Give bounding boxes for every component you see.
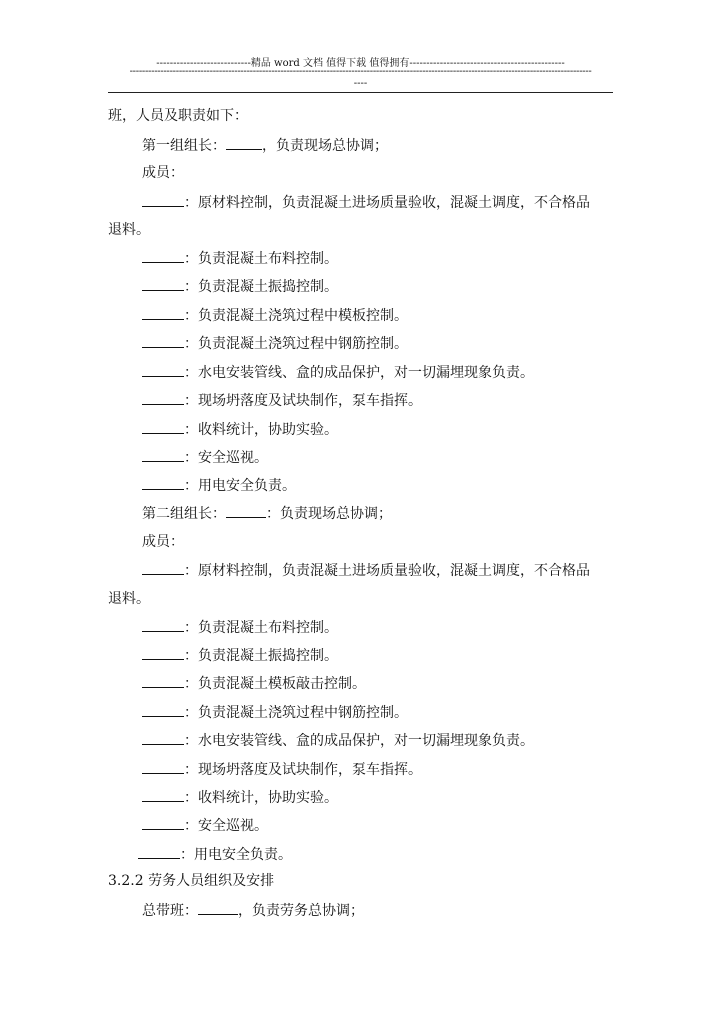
group1-leader-label: 第一组组长：: [142, 138, 226, 154]
blank-field: [142, 618, 184, 632]
duty-text: ：用电安全负责。: [180, 847, 292, 863]
general-foreman-line: [142, 901, 364, 920]
blank-field: [142, 448, 184, 462]
group1-duty: [142, 420, 338, 439]
group2-duty: [142, 561, 590, 580]
group2-duty: [142, 788, 338, 807]
group2-duty: [142, 760, 422, 779]
intro-line: 班，人员及职责如下：: [108, 108, 248, 124]
blank-field: [226, 504, 266, 518]
blank-field: [142, 420, 184, 434]
duty-text: ：安全巡视。: [184, 818, 268, 834]
header-dash-line: ------------------------------------------------------------------------------------------------------------------------------------------------------: [129, 66, 592, 77]
duty-text: ：原材料控制，负责混凝土进场质量验收，混凝土调度，不合格品: [184, 195, 590, 211]
blank-field: [142, 391, 184, 405]
blank-field: [142, 674, 184, 688]
duty-text: ：收料统计，协助实验。: [184, 790, 338, 806]
group1-duty: [142, 306, 408, 325]
group2-leader-duty: ：负责现场总协调；: [266, 506, 392, 522]
duty-text: ：负责混凝土模板敲击控制。: [184, 676, 366, 692]
group1-duty: [142, 448, 268, 467]
duty-text: ：负责混凝土浇筑过程中钢筋控制。: [184, 705, 408, 721]
general-foreman-label: 总带班：: [142, 903, 198, 919]
group1-duty: [142, 193, 590, 212]
blank-field: [142, 703, 184, 717]
group2-duty-wrap: 退料。: [108, 591, 150, 607]
page-header-watermark: ----------------------------精品 word 文档 值得下载 值得拥有----------------------------------------------: [156, 58, 565, 69]
blank-field: [226, 136, 262, 150]
duty-text: ：负责混凝土振捣控制。: [184, 279, 338, 295]
blank-field: [142, 760, 184, 774]
section-heading: 3.2.2 劳务人员组织及安排: [108, 873, 275, 889]
duty-text: ：负责混凝土布料控制。: [184, 620, 338, 636]
duty-text: ：负责混凝土浇筑过程中钢筋控制。: [184, 336, 408, 352]
duty-text: ：现场坍落度及试块制作，泵车指挥。: [184, 762, 422, 778]
group2-duty: [142, 646, 338, 665]
blank-field: [142, 476, 184, 490]
duty-text: ：原材料控制，负责混凝土进场质量验收，混凝土调度，不合格品: [184, 563, 590, 579]
group2-duty: [142, 816, 268, 835]
group1-duty: [142, 363, 534, 382]
blank-field: [142, 277, 184, 291]
group2-duty: [142, 731, 534, 750]
blank-field: [142, 731, 184, 745]
header-rule: [108, 92, 613, 93]
general-foreman-duty: ，负责劳务总协调；: [238, 903, 364, 919]
group1-duty: [142, 476, 296, 495]
group2-duty: [142, 674, 366, 693]
blank-field: [142, 363, 184, 377]
blank-field: [142, 334, 184, 348]
group2-leader-label: 第二组组长：: [142, 506, 226, 522]
duty-text: ：水电安装管线、盒的成品保护，对一切漏埋现象负责。: [184, 365, 534, 381]
group1-duty: [142, 249, 338, 268]
group1-leader-line: [142, 136, 388, 155]
group2-duty: [138, 845, 292, 864]
duty-text: ：水电安装管线、盒的成品保护，对一切漏埋现象负责。: [184, 733, 534, 749]
duty-text: ：负责混凝土振捣控制。: [184, 648, 338, 664]
duty-text: ：收料统计，协助实验。: [184, 422, 338, 438]
blank-field: [142, 193, 184, 207]
blank-field: [142, 306, 184, 320]
blank-field: [142, 816, 184, 830]
group2-members-label: 成员：: [142, 534, 184, 550]
blank-field: [142, 249, 184, 263]
blank-field: [138, 845, 180, 859]
group1-duty: [142, 391, 422, 410]
group1-members-label: 成员：: [142, 165, 184, 181]
group2-duty: [142, 703, 408, 722]
duty-text: ：现场坍落度及试块制作，泵车指挥。: [184, 393, 422, 409]
duty-text: ：用电安全负责。: [184, 478, 296, 494]
group2-duty: [142, 618, 338, 637]
blank-field: [198, 901, 238, 915]
duty-text: ：负责混凝土布料控制。: [184, 251, 338, 267]
header-dash-line-tail: ----: [353, 78, 368, 89]
group1-leader-duty: ，负责现场总协调；: [262, 138, 388, 154]
group2-leader-line: [142, 504, 392, 523]
blank-field: [142, 561, 184, 575]
group1-duty: [142, 334, 408, 353]
group1-duty: [142, 277, 338, 296]
duty-text: ：负责混凝土浇筑过程中模板控制。: [184, 308, 408, 324]
group1-duty-wrap: 退料。: [108, 222, 150, 238]
duty-text: ：安全巡视。: [184, 450, 268, 466]
blank-field: [142, 646, 184, 660]
blank-field: [142, 788, 184, 802]
